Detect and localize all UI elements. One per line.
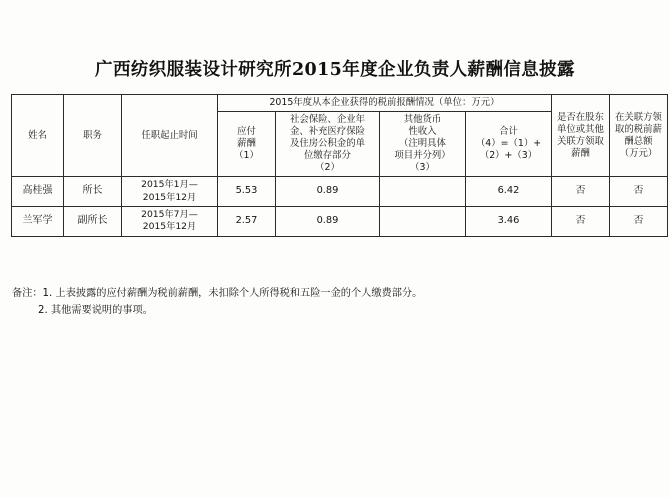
- period-line-2: 2015年12月: [142, 191, 197, 203]
- holder-label-line-2: 单位或其他: [557, 123, 604, 135]
- cell-insurance: 0.89: [276, 207, 380, 237]
- cell-total: 6.42: [466, 177, 552, 207]
- column-header-total: [466, 112, 552, 177]
- insurance-label-line-5: （2）: [315, 162, 340, 174]
- cell-paid-by-shareholder: 否: [552, 207, 610, 237]
- related-label-line-1: 在关联方领: [615, 111, 662, 123]
- other-label-line-3: （注明具体: [399, 138, 446, 150]
- holder-label-line-3: 关联方领取: [557, 135, 604, 147]
- total-label-line-1: 合计: [499, 126, 518, 138]
- cell-other-income: [380, 177, 466, 207]
- footnote-1: 备注：1. 上表披露的应付薪酬为税前薪酬，未扣除个人所得税和五险一金的个人缴费部分。: [12, 288, 423, 299]
- insurance-label-line-3: 及住房公积金的单: [289, 138, 365, 150]
- page-title: 广西纺织服装设计研究所2015年度企业负责人薪酬信息披露: [95, 60, 575, 80]
- cell-pay-due: 5.53: [218, 177, 276, 207]
- insurance-label-line-4: 位缴存部分: [304, 150, 351, 162]
- salary-disclosure-table: [11, 94, 668, 237]
- cell-related-party-total: 否: [610, 177, 668, 207]
- related-label-line-2: 取的税前薪: [615, 123, 662, 135]
- period-line-2: 2015年12月: [142, 221, 197, 233]
- period-line-1: 2015年1月—: [141, 179, 198, 191]
- other-label-line-2: 性收入: [408, 126, 437, 138]
- pay-due-label-line-2: 薪酬: [237, 138, 256, 150]
- related-label-line-3: 酬总额: [624, 135, 653, 147]
- related-label-line-4: （万元）: [619, 147, 658, 159]
- cell-related-party-total: 否: [610, 207, 668, 237]
- cell-other-income: [380, 207, 466, 237]
- other-label-line-4: 项目并分列）: [394, 150, 451, 162]
- holder-label-line-4: 薪酬: [571, 147, 590, 159]
- table-header-row-group: [12, 95, 668, 112]
- other-label-line-1: 其他货币: [403, 114, 442, 126]
- column-header-insurance: [276, 112, 380, 177]
- cell-period: [122, 177, 218, 207]
- insurance-label-line-1: 社会保险、企业年: [289, 114, 365, 126]
- footnotes: [12, 285, 652, 320]
- cell-period: [122, 207, 218, 237]
- table-row: [12, 177, 668, 207]
- column-header-pretax-group: 2015年度从本企业获得的税前报酬情况（单位：万元）: [218, 95, 552, 112]
- column-header-related-party-total: [610, 95, 668, 177]
- cell-name: 高桂强: [12, 177, 64, 207]
- column-header-post: 职务: [64, 95, 122, 177]
- cell-pay-due: 2.57: [218, 207, 276, 237]
- column-header-paid-by-shareholder: [552, 95, 610, 177]
- period-line-1: 2015年7月—: [141, 209, 198, 221]
- holder-label-line-1: 是否在股东: [557, 111, 604, 123]
- pay-due-label-line-1: 应付: [237, 126, 256, 138]
- cell-paid-by-shareholder: 否: [552, 177, 610, 207]
- column-header-other-income: [380, 112, 466, 177]
- column-header-period: 任职起止时间: [122, 95, 218, 177]
- footnote-2: 2. 其他需要说明的事项。: [38, 305, 153, 317]
- table-row: [12, 207, 668, 237]
- column-header-pay-due: [218, 112, 276, 177]
- total-label-line-3: （2）+（3）: [479, 150, 538, 162]
- insurance-label-line-2: 金、补充医疗保险: [289, 126, 365, 138]
- cell-name: 兰军学: [12, 207, 64, 237]
- cell-insurance: 0.89: [276, 177, 380, 207]
- column-header-name: 姓名: [12, 95, 64, 177]
- other-label-line-5: （3）: [410, 162, 435, 174]
- pay-due-label-line-3: （1）: [234, 150, 259, 162]
- cell-total: 3.46: [466, 207, 552, 237]
- total-label-line-2: （4）=（1）+: [475, 138, 542, 150]
- cell-post: 所长: [64, 177, 122, 207]
- cell-post: 副所长: [64, 207, 122, 237]
